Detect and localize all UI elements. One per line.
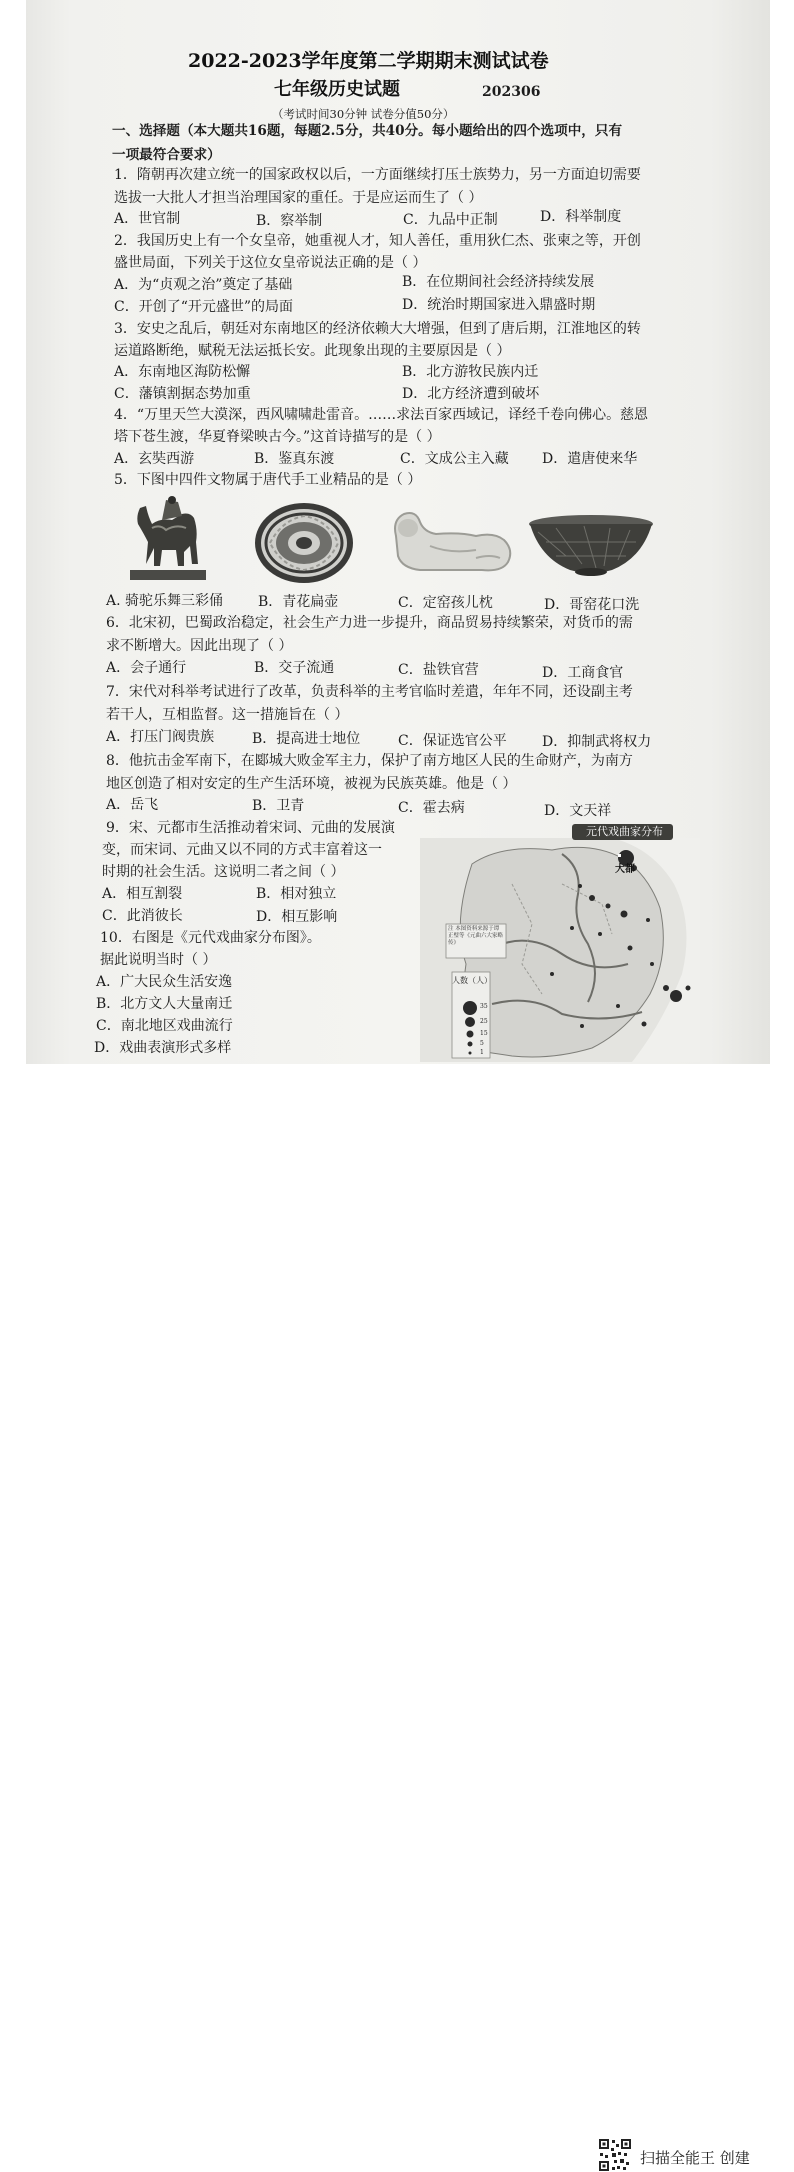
q9-stem-cont2: 时期的社会生活。这说明二者之间（ ）	[102, 864, 345, 880]
q3-option-c: C．藩镇割据态势加重	[114, 386, 251, 402]
q2-option-c: C．开创了“开元盛世”的局面	[114, 299, 294, 315]
section-heading: 一、选择题（本大题共16题，每题2.5分，共40分。每小题给出的四个选项中，只有	[112, 123, 623, 139]
q3-stem-cont: 运道路断绝，赋税无法运抵长安。此现象出现的主要原因是（ ）	[114, 343, 511, 359]
q2-stem-cont: 盛世局面，下列关于这位女皇帝说法正确的是（ ）	[114, 255, 427, 271]
q7-stem-cont: 若干人，互相监督。这一措施旨在（ ）	[106, 707, 349, 723]
q7-option-b: B．提高进士地位	[252, 731, 361, 747]
q7-option-d: D．抑制武将权力	[542, 734, 652, 750]
q6-option-c: C．盐铁官营	[398, 662, 479, 678]
map-legend-value-4: 5	[480, 1040, 484, 1047]
q9-option-a: A．相互割裂	[102, 886, 183, 902]
q8-option-b: B．卫青	[252, 798, 305, 814]
q10-option-d: D．戏曲表演形式多样	[94, 1040, 232, 1056]
blue-white-flask-image	[252, 500, 356, 586]
camel-figurine-image	[126, 494, 214, 584]
exam-code: 202306	[482, 84, 541, 100]
q4-stem-cont: 塔下苍生渡，华夏脊梁映古今。”这首诗描写的是（ ）	[114, 429, 441, 445]
q2-option-b: B．在位期间社会经济持续发展	[402, 274, 595, 290]
q10-stem-cont: 据此说明当时（ ）	[100, 952, 217, 968]
q1-stem-cont: 选拔一大批人才担当治理国家的重任。于是应运而生了（ ）	[114, 190, 483, 206]
scanner-footer	[0, 1064, 794, 2167]
q5-option-a: A. 骑驼乐舞三彩俑	[106, 593, 224, 609]
q9-option-b: B．相对独立	[256, 886, 337, 902]
q5-option-b: B．青花扁壶	[258, 594, 339, 610]
q10-option-c: C．南北地区戏曲流行	[96, 1018, 233, 1034]
q1-option-d: D．科举制度	[540, 209, 622, 225]
q5-option-c: C．定窑孩儿枕	[398, 595, 493, 611]
q5-stem: 5．下图中四件文物属于唐代手工业精品的是（ ）	[114, 472, 422, 488]
yuan-dramatist-map	[412, 824, 700, 1062]
map-note: 注 本图资料来源于谭正璧等《元曲六大家略传》	[448, 926, 504, 946]
qr-code-icon	[598, 2138, 632, 2172]
q4-option-a: A．玄奘西游	[114, 451, 195, 467]
q6-option-d: D．工商食官	[542, 665, 624, 681]
q9-stem: 9．宋、元都市生活推动着宋词、元曲的发展演	[106, 820, 395, 836]
q2-stem: 2．我国历史上有一个女皇帝，她重视人才，知人善任，重用狄仁杰、张柬之等，开创	[114, 233, 641, 249]
q1-option-a: A．世官制	[114, 211, 181, 227]
q9-stem-cont: 变，而宋词、元曲又以不同的方式丰富着这一	[102, 842, 382, 858]
map-legend-value-1: 35	[480, 1003, 488, 1010]
map-legend-value-3: 15	[480, 1030, 488, 1037]
map-city-label: 大都	[615, 864, 635, 875]
child-pillow-image	[390, 506, 518, 578]
q6-option-a: A．会子通行	[106, 660, 187, 676]
scanner-credit: 扫描全能王 创建	[640, 2149, 750, 2167]
q8-stem-cont: 地区创造了相对安定的生产生活环境，被视为民族英雄。他是（ ）	[106, 776, 517, 792]
q10-option-b: B．北方文人大量南迁	[96, 996, 233, 1012]
q4-stem: 4．“万里天竺大漠深，西风啸啸赴雷音。……求法百家西域记，译经千卷向佛心。慈恩	[114, 407, 649, 423]
exam-paper	[26, 0, 770, 1064]
q5-option-d: D．哥窑花口洗	[544, 597, 640, 613]
q10-stem: 10．右图是《元代戏曲家分布图》。	[100, 930, 321, 946]
q3-option-d: D．北方经济遭到破坏	[402, 386, 540, 402]
q1-stem: 1．隋朝再次建立统一的国家政权以后，一方面继续打压士族势力，另一方面迫切需要	[114, 167, 641, 183]
q8-option-c: C．霍去病	[398, 800, 465, 816]
q9-option-d: D．相互影响	[256, 909, 338, 925]
q3-stem: 3．安史之乱后，朝廷对东南地区的经济依赖大大增强，但到了唐后期，江淮地区的转	[114, 321, 641, 337]
q8-option-d: D．文天祥	[544, 803, 612, 819]
q6-stem-cont: 求不断增大。因此出现了（ ）	[106, 638, 293, 654]
map-legend-title: 人数（人）	[452, 976, 492, 985]
map-legend-value-5: 1	[480, 1049, 484, 1056]
q7-option-c: C．保证选官公平	[398, 733, 507, 749]
exam-info: （考试时间30分钟 试卷分值50分）	[272, 107, 455, 121]
exam-title: 2022-2023学年度第二学期期末测试试卷	[188, 50, 549, 72]
q4-option-d: D．遣唐使来华	[542, 451, 638, 467]
q2-option-d: D．统治时期国家进入鼎盛时期	[402, 297, 596, 313]
q7-option-a: A．打压门阀贵族	[106, 729, 215, 745]
q9-option-c: C．此消彼长	[102, 908, 183, 924]
q6-option-b: B．交子流通	[254, 660, 335, 676]
q3-option-b: B．北方游牧民族内迁	[402, 364, 539, 380]
q10-option-a: A．广大民众生活安逸	[96, 974, 233, 990]
q8-stem: 8．他抗击金军南下，在郾城大败金军主力，保护了南方地区人民的生命财产，为南方	[106, 753, 633, 769]
q7-stem: 7．宋代对科举考试进行了改革，负责科举的主考官临时差遣，年年不同，还设副主考	[106, 684, 633, 700]
q4-option-b: B．鉴真东渡	[254, 451, 335, 467]
crackle-bowl-image	[526, 512, 656, 580]
q4-option-c: C．文成公主入藏	[400, 451, 509, 467]
q1-option-c: C．九品中正制	[403, 212, 498, 228]
map-legend-value-2: 25	[480, 1018, 488, 1025]
subject-title: 七年级历史试题	[274, 79, 400, 100]
q6-stem: 6．北宋初，巴蜀政治稳定，社会生产力进一步提升，商品贸易持续繁荣，对货币的需	[106, 615, 633, 631]
q1-option-b: B．察举制	[256, 213, 323, 229]
q2-option-a: A．为“贞观之治”奠定了基础	[114, 277, 293, 293]
section-heading-cont: 一项最符合要求）	[112, 147, 221, 163]
map-title: 元代戏曲家分布	[572, 824, 673, 840]
q3-option-a: A．东南地区海防松懈	[114, 364, 251, 380]
q8-option-a: A．岳飞	[106, 797, 159, 813]
